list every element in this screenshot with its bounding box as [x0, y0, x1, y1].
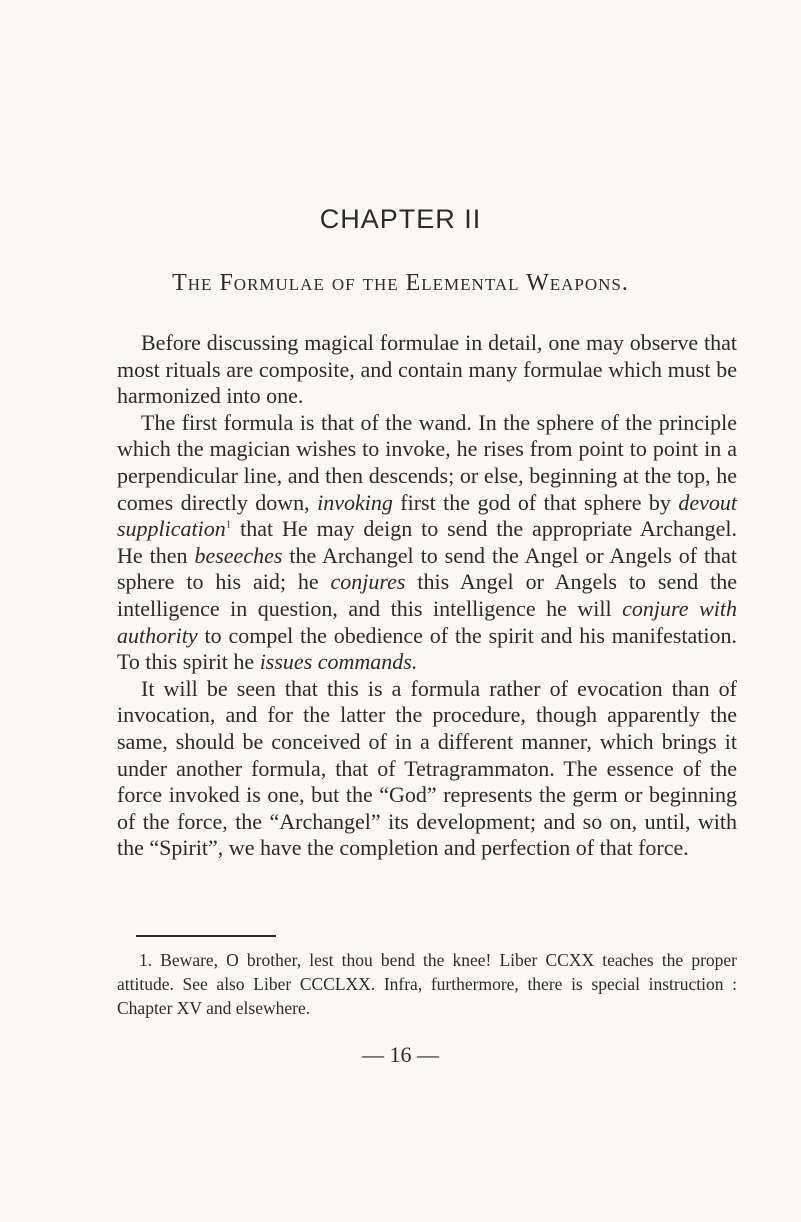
p2-text-6: to compel the obedience of the spirit and his manifestation. To this spirit he — [117, 622, 737, 675]
paragraph-2 — [117, 410, 737, 676]
section-title: The Formulae of the Elemental Weapons. — [172, 270, 629, 296]
p2-emphasis-conjure-with-authority: conjure with authority — [117, 595, 737, 648]
footnote: 1. Beware, O brother, lest thou bend the knee! Liber CCXX teaches the proper attitude. See also Liber CCCLXX. Infra, furthermore, there is special instruction : Chapter XV and elsewhere. — [117, 950, 737, 1018]
chapter-heading: CHAPTER II — [319, 204, 482, 234]
page-number: — 16 — — [362, 1042, 439, 1067]
p2-emphasis-invoking: invoking — [317, 489, 393, 515]
footnote-divider — [136, 935, 276, 937]
p2-emphasis-beseeches: beseeches — [194, 542, 283, 568]
p2-text-2: first the god of that sphere by — [392, 489, 679, 515]
p2-emphasis-conjures: conjures — [330, 569, 406, 595]
paragraph-1: Before discussing magical formulae in detail, one may observe that most rituals are composite, and contain many formulae which must be harmonized into one. — [117, 330, 737, 409]
p2-text-5: this Angel or Angels to send the intelligence in question, and this intelligence he will — [117, 569, 737, 621]
p2-text-1: The first formula is that of the wand. In the sphere of the principle which the magician wishes to invoke, he rises from point to point in a perpendicular line, and then descends; or else, beginning at the top, he comes directly down, — [117, 409, 737, 515]
body-text — [117, 330, 737, 862]
p2-text-4: the Archangel to send the Angel or Angels of that sphere to his aid; he — [117, 542, 737, 595]
footnote-reference[interactable]: 1 — [225, 518, 232, 531]
p2-emphasis-issues-commands: issues commands. — [259, 649, 418, 675]
p2-text-3: that He may deign to send the appropriate Archangel. He then — [117, 516, 737, 568]
paragraph-3: It will be seen that this is a formula rather of evocation than of invocation, and for the latter the procedure, though apparently the same, should be conceived of in a different manner, which brings it under another formula, that of Tetragrammaton. The essence of the force invoked is one, but the “God” represents the germ or beginning of the force, the “Archangel” its development; and so on, until, with the “Spirit”, we have the completion and perfection of that force. — [117, 675, 737, 861]
p2-emphasis-devout-supplication: devout supplication — [117, 489, 737, 542]
